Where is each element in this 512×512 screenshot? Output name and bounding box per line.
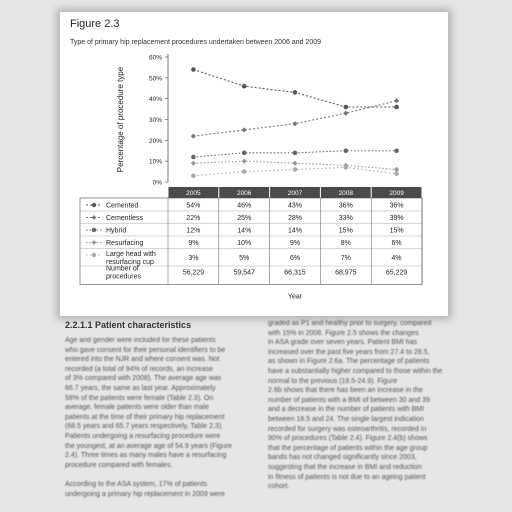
data-point	[242, 169, 247, 174]
section-heading: 2.2.1.1 Patient characteristics	[65, 320, 192, 330]
text-line: graded as P1 and healthy prior to surgery, compared	[268, 320, 432, 327]
text-line: patients at the time of their primary hip replacement	[65, 413, 225, 421]
data-label: 25%	[237, 215, 252, 222]
data-point	[293, 90, 298, 95]
text-line: procedure compared with females.	[65, 461, 173, 469]
text-line: Age and gender were included for these patients	[65, 337, 216, 344]
x-axis-label: Year	[287, 293, 303, 301]
data-label: 6%	[391, 240, 402, 247]
data-point	[292, 161, 297, 166]
legend-key-marker	[92, 228, 96, 232]
text-line: According to the ASA system, 17% of patients	[65, 480, 208, 488]
y-tick-label: 50%	[148, 75, 162, 83]
text-line: average, female patients were older than male	[65, 404, 209, 412]
figure-title: Figure 2.3	[70, 18, 120, 30]
data-point	[242, 151, 247, 156]
data-point	[394, 171, 399, 176]
data-label: 22%	[186, 215, 201, 222]
data-label: 10%	[237, 240, 252, 247]
data-label: 54%	[186, 202, 201, 210]
data-point	[242, 84, 247, 89]
data-label: 6%	[289, 255, 301, 262]
text-line: (68.5 years and 65.7 years respectively, Table 2.3).	[65, 423, 224, 431]
data-label: 36%	[338, 202, 353, 210]
data-label: 28%	[287, 215, 303, 222]
x-tick-label: 2007	[287, 190, 303, 197]
y-tick-label: 60%	[148, 54, 162, 62]
text-line: as shown in Figure 2.6a. The percentage of patients	[268, 358, 430, 366]
total-value: 59,547	[233, 269, 255, 277]
text-line: and a decrease in the number of patients with BMI	[268, 406, 425, 414]
figure-subtitle: Type of primary hip replacement procedures undertaken between 2006 and 2009	[70, 39, 321, 46]
data-label: 46%	[237, 202, 252, 210]
total-value: 68,975	[335, 269, 357, 277]
text-line: have a substantially higher compared to those within the	[268, 367, 443, 375]
text-line: cohort.	[268, 483, 290, 491]
text-line: suggesting that the increase in BMI and reduction	[268, 463, 422, 471]
y-tick-label: 10%	[148, 158, 162, 166]
series-line-1	[193, 101, 396, 136]
y-tick-label: 20%	[148, 137, 162, 145]
text-line: who gave consent for their personal identifiers to be	[65, 346, 226, 354]
series-line-0	[193, 70, 396, 108]
text-line: bands has not changed significantly since 2003,	[268, 454, 417, 462]
data-point	[191, 161, 196, 166]
data-label: 5%	[239, 255, 250, 262]
data-point	[293, 167, 298, 172]
text-line: in fitness of patients is not due to an ageing patient	[268, 473, 426, 481]
data-label: 8%	[340, 240, 351, 247]
x-tick-label: 2009	[389, 190, 404, 197]
text-line: the youngest, at an average age of 54.9 years (Figure	[65, 442, 232, 450]
legend-label: Large head with resurfacing cup	[106, 251, 156, 266]
text-line: 2.4). Three times as many males have a resurfacing	[65, 452, 227, 460]
data-label: 33%	[338, 215, 353, 222]
data-label: 15%	[338, 227, 353, 235]
data-point	[242, 127, 247, 132]
data-point	[394, 98, 399, 103]
text-line: number of patients with a BMI of between 30 and 39	[268, 396, 430, 404]
total-value: 65,229	[385, 269, 408, 277]
text-line: recorded for surgery was osteoarthritis, recorded in	[268, 425, 427, 433]
data-label: 3%	[188, 255, 199, 262]
data-label: 36%	[389, 202, 404, 210]
legend-key-marker	[92, 240, 97, 245]
legend-label: Hybrid	[106, 227, 127, 235]
data-label: 9%	[289, 240, 301, 247]
y-tick-label: 0%	[152, 179, 162, 187]
x-tick-label: 2005	[186, 190, 201, 197]
legend-label: Cementless	[106, 215, 143, 222]
y-tick-label: 40%	[148, 96, 162, 104]
data-point	[292, 121, 297, 126]
data-point	[191, 134, 196, 139]
data-label: 12%	[186, 227, 201, 235]
data-label: 43%	[287, 202, 303, 210]
legend-key-marker	[92, 203, 96, 207]
data-point	[191, 155, 196, 160]
left-text-column	[65, 336, 255, 499]
text-line: Patients undergoing a resurfacing procedure were	[65, 432, 221, 440]
data-label: 15%	[389, 227, 404, 235]
text-line: undergoing a primary hip replacement in 2009 were	[65, 490, 225, 498]
right-text-column	[268, 319, 448, 492]
data-point	[191, 173, 196, 178]
text-line: 90% of procedures (Table 2.4). Figure 2.4(b) shows	[268, 435, 428, 443]
legend-label: Cemented	[106, 202, 139, 210]
text-line: 2.6b shows that there has been an increase in the	[268, 387, 423, 395]
text-line: that the percentage of patients within the age group	[268, 444, 428, 452]
text-line: entered into the NJR and where consent was. Not	[65, 356, 220, 364]
x-tick-label: 2006	[236, 190, 252, 197]
data-point	[344, 105, 349, 110]
data-label: 14%	[287, 227, 303, 235]
data-point	[394, 105, 399, 110]
data-point	[293, 151, 298, 156]
text-line: increased over the past five years from 27.4 to 28.5,	[268, 348, 430, 356]
text-line	[65, 470, 255, 480]
data-point	[394, 148, 399, 153]
text-line: with 15% in 2008. Figure 2.5 shows the changes	[268, 329, 419, 337]
text-line: in ASA grade over seven years. Patient BMI has	[268, 339, 418, 347]
figure-panel	[60, 12, 448, 316]
text-line: 66.7 years, the same as last year. Approximately	[65, 384, 216, 392]
y-axis-label: Percentage of procedure type	[116, 66, 125, 173]
y-tick-label: 30%	[148, 117, 162, 124]
data-label: 14%	[237, 227, 252, 235]
data-label: 9%	[188, 240, 199, 247]
total-value: 56,229	[182, 269, 205, 277]
data-point	[344, 165, 349, 170]
data-label: 7%	[340, 255, 351, 262]
data-label: 4%	[391, 255, 402, 262]
text-line: recorded (a total of 94% of records, an increase	[65, 365, 213, 373]
data-point	[242, 159, 247, 164]
legend-key-marker	[92, 253, 96, 257]
line-chart	[60, 12, 448, 316]
data-label: 39%	[389, 215, 404, 222]
data-point	[394, 167, 399, 172]
data-point	[191, 67, 196, 72]
text-line: normal to the previous (18.5-24.9). Figure	[268, 377, 398, 385]
text-line: 58% of the patients were female (Table 2.3). On	[65, 394, 214, 402]
legend-key-marker	[92, 215, 97, 220]
x-tick-label: 2008	[338, 190, 354, 197]
legend-label: Resurfacing	[106, 240, 144, 247]
total-value: 66,315	[284, 269, 306, 277]
data-point	[344, 148, 349, 153]
totals-label: Number of procedures	[106, 265, 142, 281]
data-point	[343, 111, 348, 116]
text-line: between 18.5 and 24. The single largest indication	[268, 415, 424, 423]
text-line: of 3% compared with 2008). The average age was	[65, 375, 222, 383]
